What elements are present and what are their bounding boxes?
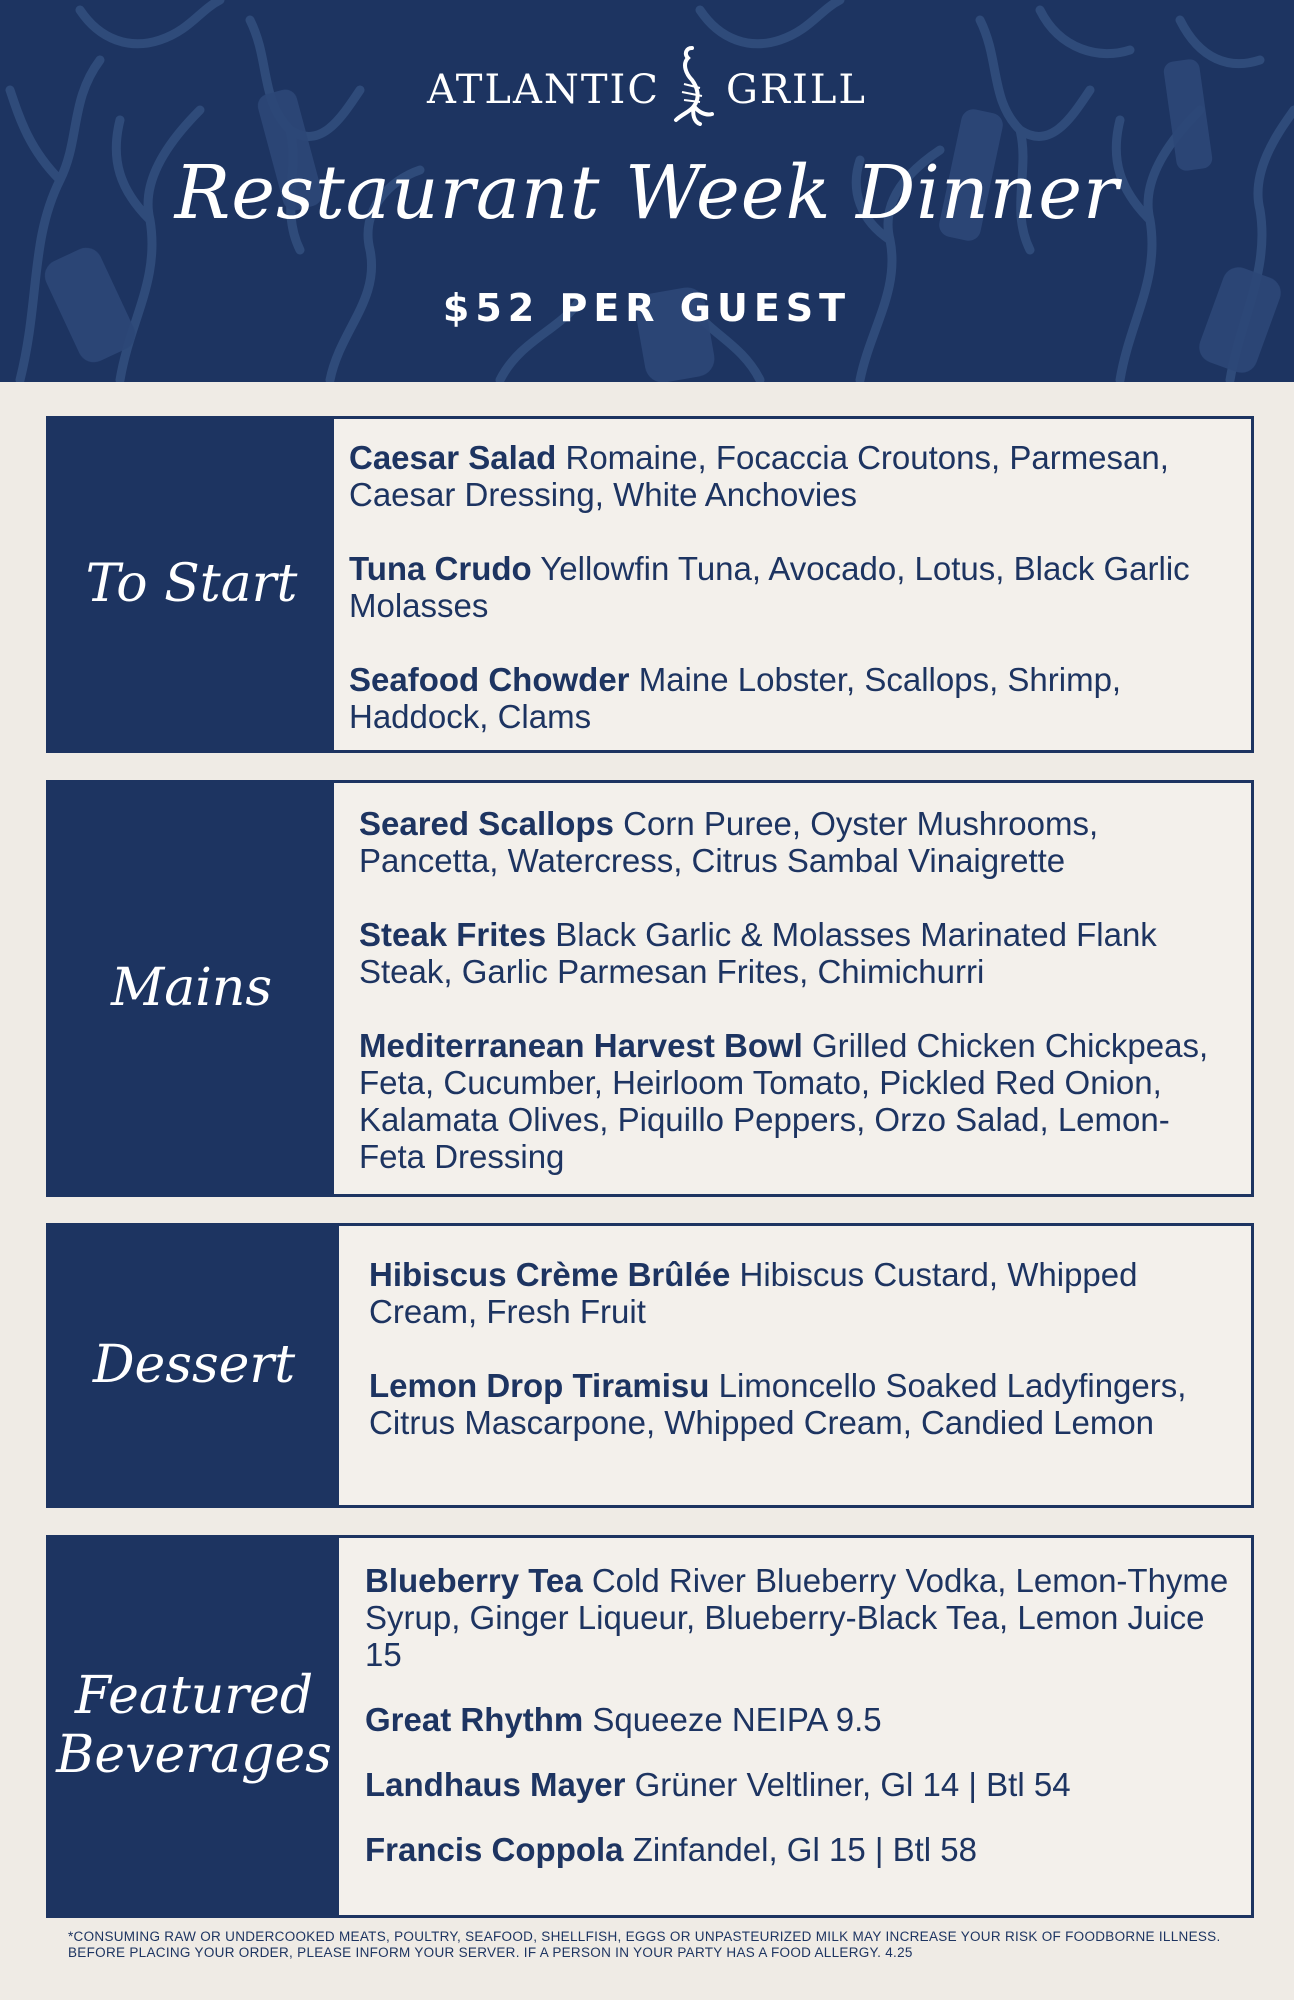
- menu-item-description: Cold River Blueberry Vodka, Lemon-Thyme Syrup, Ginger Liqueur, Blueberry-Black Tea, Lemon Juice 15: [365, 1562, 1229, 1673]
- section-label-line: Beverages: [56, 1725, 332, 1786]
- mermaid-icon: [664, 44, 722, 126]
- menu-item: [369, 1367, 1231, 1441]
- menu-item-name: Tuna Crudo: [349, 550, 532, 587]
- menu-item-description: Grüner Veltliner, Gl 14 | Btl 54: [634, 1766, 1071, 1803]
- menu-item-name: Seafood Chowder: [349, 661, 630, 698]
- header-banner: [0, 0, 1294, 382]
- menu-item-name: Mediterranean Harvest Bowl: [359, 1027, 803, 1064]
- menu-item-description: Romaine, Focaccia Croutons, Parmesan, Caesar Dressing, White Anchovies: [349, 439, 1169, 513]
- menu-item-name: Blueberry Tea: [365, 1562, 583, 1599]
- section-to-start: [46, 416, 1254, 753]
- section-label: [49, 1667, 339, 1787]
- menu-item-name: Caesar Salad: [349, 439, 557, 476]
- menu-item-description: Maine Lobster, Scallops, Shrimp, Haddock, Clams: [349, 661, 1122, 735]
- menu-items-list: [359, 805, 1231, 1175]
- menu-item-name: Francis Coppola: [365, 1831, 624, 1868]
- menu-item-name: Steak Frites: [359, 916, 547, 953]
- menu-item-description: Limoncello Soaked Ladyfingers, Citrus Mascarpone, Whipped Cream, Candied Lemon: [369, 1367, 1187, 1441]
- menu-item: [365, 1701, 1231, 1738]
- menu-item-description: Squeeze NEIPA 9.5: [592, 1701, 882, 1738]
- menu-item-description: Yellowfin Tuna, Avocado, Lotus, Black Garlic Molasses: [349, 550, 1190, 624]
- section-label-block: [49, 1226, 339, 1505]
- section-featured-beverages: [46, 1535, 1254, 1918]
- price-per-guest: $52 PER GUEST: [442, 286, 852, 330]
- menu-item-description: Black Garlic & Molasses Marinated Flank Steak, Garlic Parmesan Frites, Chimichurri: [359, 916, 1157, 990]
- menu-item: [365, 1831, 1231, 1868]
- menu-item: [349, 439, 1231, 513]
- menu-items-list: [349, 439, 1231, 735]
- logo-text-right: GRILL: [725, 67, 867, 113]
- menu-item-name: Landhaus Mayer: [365, 1766, 626, 1803]
- menu-item: [349, 550, 1231, 624]
- menu-item: [359, 1027, 1231, 1175]
- menu-item-name: Seared Scallops: [359, 805, 614, 842]
- menu-item-description: Hibiscus Custard, Whipped Cream, Fresh Fruit: [369, 1256, 1138, 1330]
- page-title: Restaurant Week Dinner: [174, 150, 1120, 236]
- menu-item: [359, 805, 1231, 879]
- section-label-block: [49, 1538, 339, 1915]
- section-label-block: [49, 419, 334, 750]
- menu-item: [369, 1256, 1231, 1330]
- section-dessert: [46, 1223, 1254, 1508]
- menu-item-name: Hibiscus Crème Brûlée: [369, 1256, 731, 1293]
- menu-item-description: Grilled Chicken Chickpeas, Feta, Cucumber, Heirloom Tomato, Pickled Red Onion, Kalamata Olives, Piquillo Peppers, Orzo Salad, Lemon-Feta Dressing: [359, 1027, 1209, 1175]
- menu-item: [365, 1562, 1231, 1673]
- menu-items-list: [365, 1562, 1231, 1868]
- section-label: Dessert: [92, 1334, 296, 1395]
- menu-item-name: Great Rhythm: [365, 1701, 584, 1738]
- menu-item: [359, 916, 1231, 990]
- restaurant-logo: [0, 52, 1294, 134]
- menu-item-description: Corn Puree, Oyster Mushrooms, Pancetta, Watercress, Citrus Sambal Vinaigrette: [359, 805, 1099, 879]
- menu-item: [365, 1766, 1231, 1803]
- menu-item: [349, 661, 1231, 735]
- menu-item-description: Zinfandel, Gl 15 | Btl 58: [632, 1831, 977, 1868]
- logo-text-left: ATLANTIC: [427, 67, 660, 113]
- section-mains: [46, 780, 1254, 1197]
- section-label: Mains: [110, 957, 273, 1018]
- food-safety-disclaimer: *CONSUMING RAW OR UNDERCOOKED MEATS, POULTRY, SEAFOOD, SHELLFISH, EGGS OR UNPASTEURIZED MILK MAY INCREASE YOUR RISK OF FOODBORNE ILLNESS. BEFORE PLACING YOUR ORDER, PLEASE INFORM YOUR SERVER. IF A PERSON IN YOUR PARTY HAS A FOOD ALLERGY. 4.25: [68, 1929, 1221, 1960]
- section-label: To Start: [85, 553, 298, 614]
- section-label-block: [49, 783, 334, 1194]
- menu-item-name: Lemon Drop Tiramisu: [369, 1367, 710, 1404]
- menu-items-list: [369, 1256, 1231, 1441]
- section-label-line: Featured: [74, 1665, 314, 1726]
